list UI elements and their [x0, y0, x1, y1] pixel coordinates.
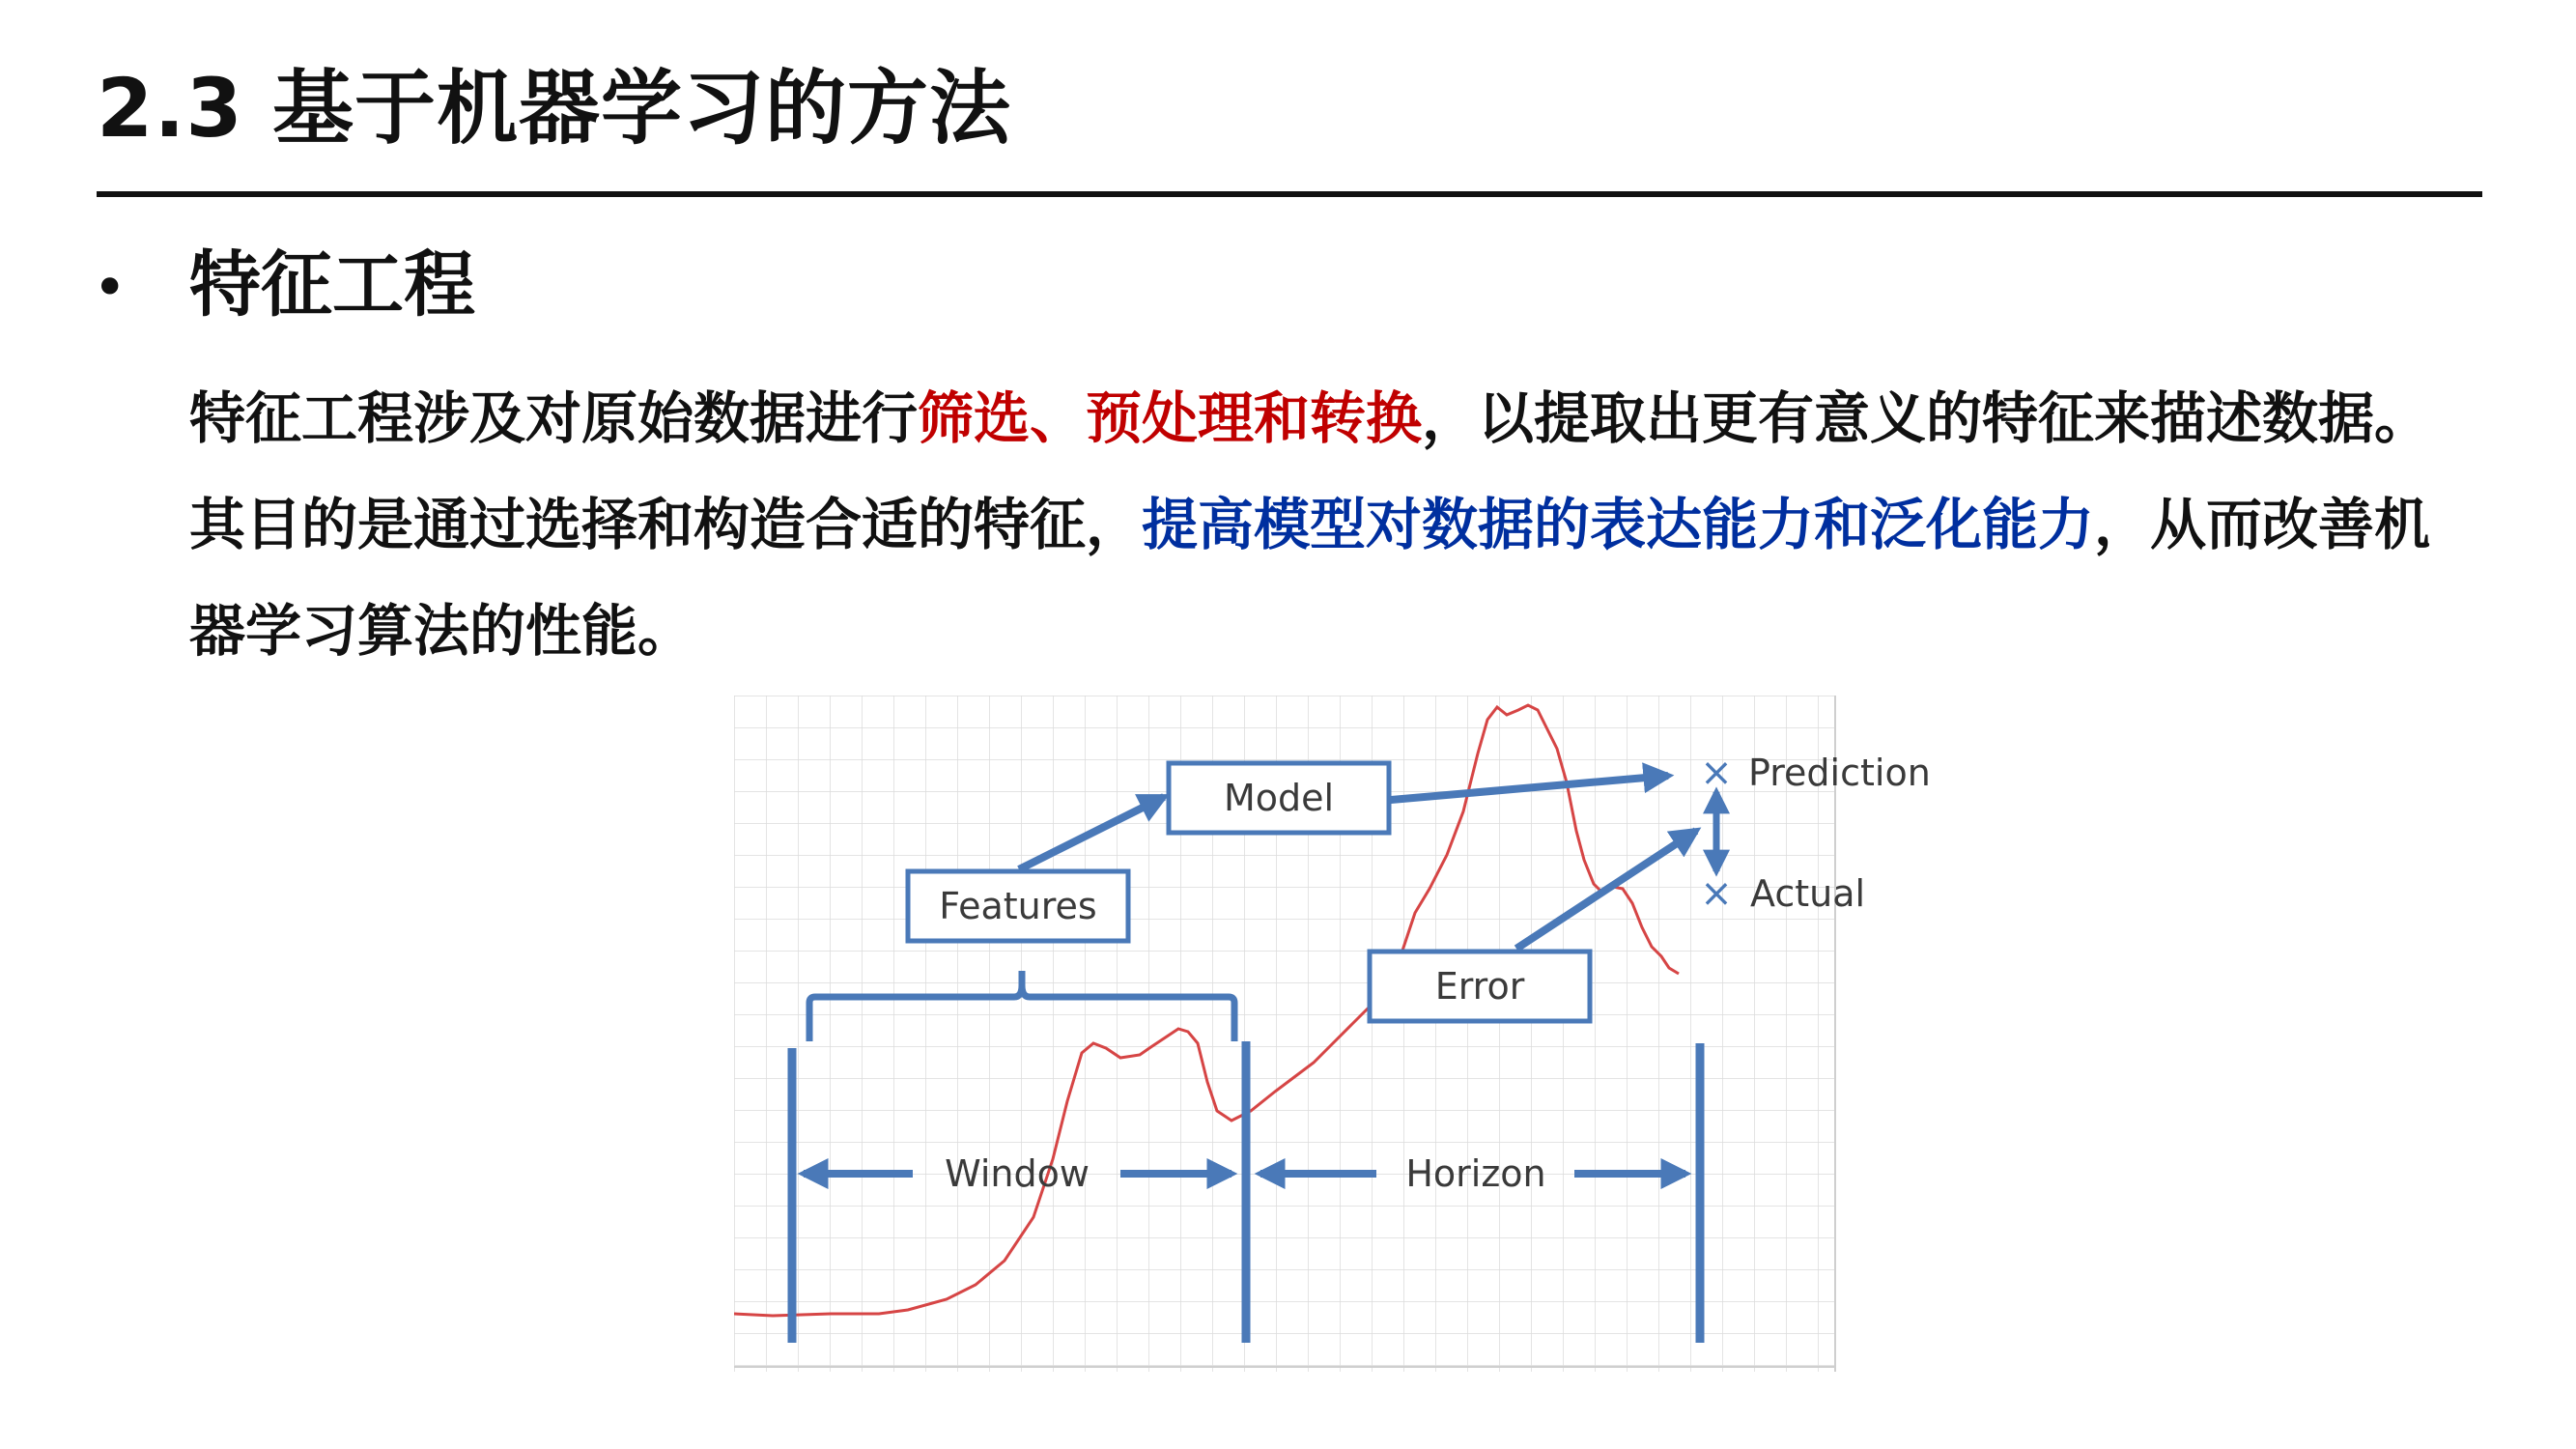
bullet-marker: •: [93, 254, 127, 322]
section-heading: 特征工程: [189, 243, 475, 327]
forecast-diagram: [734, 696, 1951, 1372]
paragraph-text-3: ，从而改善机器学习算法的性能。: [189, 492, 2431, 664]
description-paragraph: [189, 365, 2440, 684]
highlight-blue-text: 提高模型对数据的表达能力和泛化能力: [1142, 492, 2095, 557]
highlight-red-text: 筛选、预处理和转换: [918, 385, 1423, 451]
prediction-marker: ×: [1700, 751, 1733, 795]
diagram-svg: [734, 696, 1951, 1372]
window-label: Window: [945, 1152, 1090, 1195]
error-label: Error: [1434, 965, 1525, 1008]
title-divider: [97, 191, 2482, 197]
model-label: Model: [1223, 777, 1335, 819]
features-label: Features: [939, 885, 1097, 927]
actual-marker: ×: [1700, 871, 1733, 916]
paragraph-text-1: 特征工程涉及对原始数据进行: [189, 385, 919, 451]
actual-label: Actual: [1750, 872, 1866, 915]
paragraph-text-2: ，以提取出更有意义的特征来描述数据。其目的是通过选择和构造合适的特征，: [189, 385, 2431, 557]
prediction-label: Prediction: [1748, 752, 1931, 794]
horizon-label: Horizon: [1405, 1152, 1546, 1195]
page-title: 2.3 基于机器学习的方法: [97, 61, 1012, 156]
